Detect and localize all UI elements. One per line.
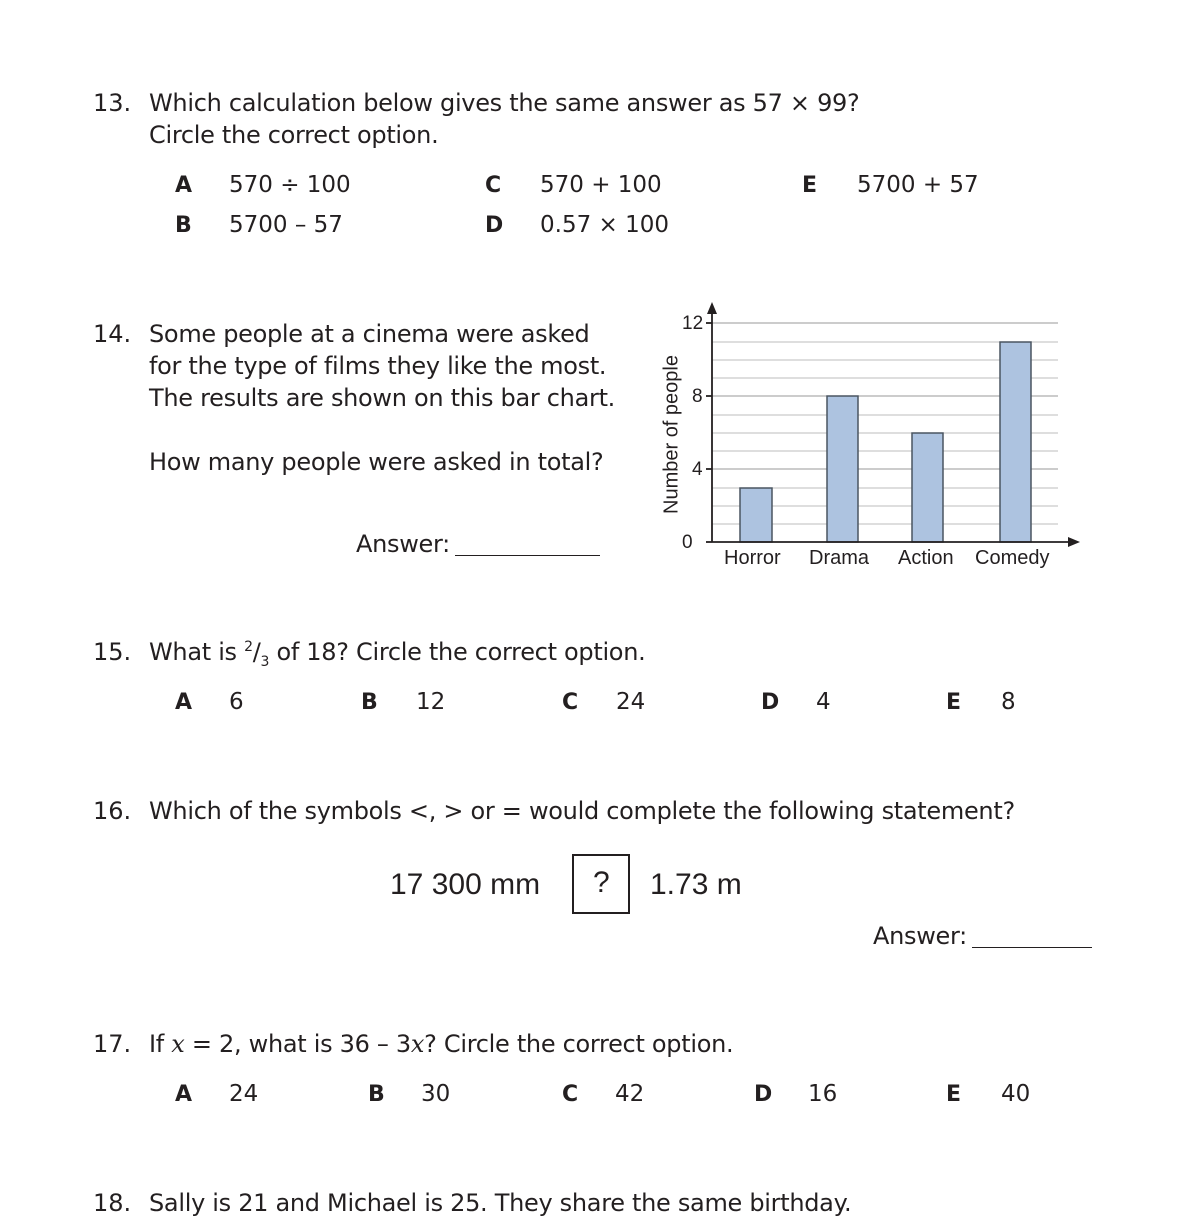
bar-drama (827, 396, 858, 542)
option-value-a[interactable]: 24 (229, 1081, 259, 1107)
question-text: Sally is 21 and Michael is 25. They share the same birthday. (149, 1189, 852, 1217)
option-letter-c[interactable]: C (562, 1082, 579, 1107)
option-letter-a[interactable]: A (175, 690, 193, 715)
question-number: 15. (93, 638, 132, 666)
question-number: 13. (93, 89, 132, 117)
x-label-comedy: Comedy (975, 547, 1050, 569)
statement-left-value: 17 300 mm (390, 868, 541, 901)
question-text: Which of the symbols <, > or = would complete the following statement? (149, 797, 1015, 825)
option-letter-c[interactable]: C (562, 690, 579, 715)
question-number: 14. (93, 320, 132, 348)
question-text: What is $^2/_3$ of 18? Circle the correct option. (149, 638, 646, 670)
option-letter-e[interactable]: E (946, 690, 962, 715)
x-label-action: Action (898, 547, 954, 569)
bar-action (912, 433, 943, 542)
option-value-d[interactable]: 0.57 × 100 (540, 212, 670, 238)
x-axis-arrow-icon (1068, 537, 1080, 547)
question-number: 16. (93, 797, 132, 825)
bar-chart (650, 295, 1090, 585)
chart-bars (740, 342, 1031, 542)
y-tick-0: 0 (682, 532, 693, 553)
statement-right-value: 1.73 m (650, 868, 742, 901)
answer-blank[interactable] (455, 530, 600, 556)
option-letter-d[interactable]: D (754, 1082, 773, 1107)
option-value-c[interactable]: 24 (616, 689, 646, 715)
option-letter-e[interactable]: E (802, 173, 818, 198)
question-prompt: How many people were asked in total? (149, 448, 604, 476)
option-value-a[interactable]: 6 (229, 689, 244, 715)
answer-label: Answer: (356, 530, 450, 558)
bar-horror (740, 488, 772, 542)
question-number: 18. (93, 1189, 132, 1217)
answer-label: Answer: (873, 922, 967, 950)
option-letter-d[interactable]: D (485, 213, 504, 238)
symbol-box-placeholder: ? (593, 866, 610, 899)
text-part: = 2, what is 36 – 3 (184, 1030, 411, 1058)
option-letter-b[interactable]: B (175, 213, 192, 238)
option-letter-a[interactable]: A (175, 173, 193, 198)
option-value-c[interactable]: 570 + 100 (540, 172, 662, 198)
question-text-line3: The results are shown on this bar chart. (149, 384, 616, 412)
question-text: Which calculation below gives the same answer as 57 × 99? (149, 89, 860, 117)
question-text (149, 1030, 733, 1058)
option-value-b[interactable]: 5700 – 57 (229, 212, 343, 238)
option-value-b[interactable]: 30 (421, 1081, 451, 1107)
y-tick-12: 12 (682, 313, 704, 334)
option-letter-d[interactable]: D (761, 690, 780, 715)
fraction-denominator: 3 (260, 653, 270, 670)
question-instruction: Circle the correct option. (149, 121, 439, 149)
y-axis-arrow-icon (707, 302, 717, 314)
x-label-horror: Horror (724, 547, 781, 569)
y-tick-8: 8 (692, 386, 703, 407)
option-letter-b[interactable]: B (368, 1082, 385, 1107)
answer-blank[interactable] (972, 922, 1092, 948)
question-text-line1: Some people at a cinema were asked (149, 320, 590, 348)
text-part: ? Circle the correct option. (424, 1030, 734, 1058)
option-value-d[interactable]: 16 (808, 1081, 838, 1107)
variable-x: x (171, 1030, 185, 1058)
option-letter-b[interactable]: B (361, 690, 378, 715)
option-letter-c[interactable]: C (485, 173, 502, 198)
question-text-line2: for the type of films they like the most. (149, 352, 607, 380)
option-value-e[interactable]: 40 (1001, 1081, 1031, 1107)
y-tick-4: 4 (692, 459, 703, 480)
option-letter-a[interactable]: A (175, 1082, 193, 1107)
option-value-a[interactable]: 570 ÷ 100 (229, 172, 351, 198)
option-value-e[interactable]: 8 (1001, 689, 1016, 715)
text-prefix: What is (149, 638, 245, 666)
fraction-numerator: 2 (244, 639, 253, 655)
option-value-e[interactable]: 5700 + 57 (857, 172, 979, 198)
variable-x: x (410, 1030, 425, 1058)
option-value-b[interactable]: 12 (416, 689, 446, 715)
y-axis-label: Number of people (660, 355, 683, 514)
x-label-drama: Drama (809, 547, 870, 569)
text-suffix: of 18? Circle the correct option. (269, 638, 646, 666)
option-letter-e[interactable]: E (946, 1082, 962, 1107)
question-number: 17. (93, 1030, 132, 1058)
bar-comedy (1000, 342, 1031, 542)
text-part: If (149, 1030, 172, 1058)
option-value-d[interactable]: 4 (816, 689, 831, 715)
option-value-c[interactable]: 42 (615, 1081, 645, 1107)
